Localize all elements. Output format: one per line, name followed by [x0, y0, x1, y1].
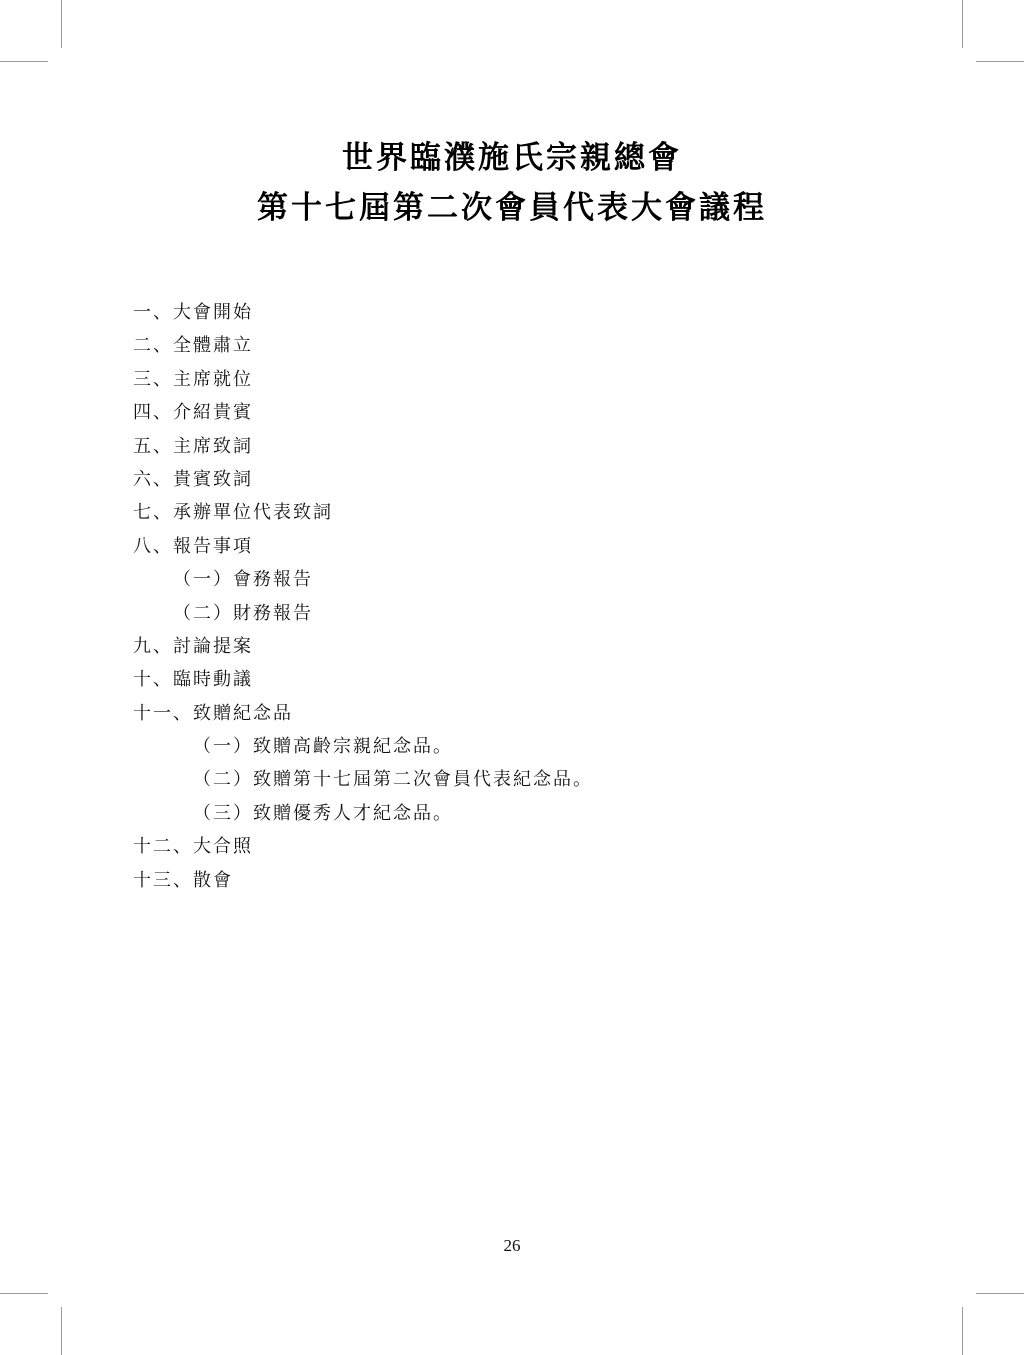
agenda-item: 十一、致贈紀念品 — [133, 702, 293, 724]
crop-mark-bottom-left-vertical — [61, 1307, 62, 1355]
agenda-item: 十二、大合照 — [133, 836, 253, 858]
agenda-item: 十、臨時動議 — [133, 669, 253, 691]
page-number: 26 — [503, 1236, 521, 1255]
agenda-item: 四、介紹貴賓 — [133, 402, 253, 424]
agenda-item: 六、貴賓致詞 — [133, 468, 253, 490]
agenda-sub-item: （一）會務報告 — [173, 569, 313, 591]
crop-mark-bottom-right-vertical — [962, 1307, 963, 1355]
agenda-sub-item: （一）致贈高齡宗親紀念品。 — [193, 736, 453, 758]
agenda-sub-item: （三）致贈優秀人才紀念品。 — [193, 802, 453, 824]
agenda-item: 九、討論提案 — [133, 635, 253, 657]
crop-mark-top-left-horizontal — [0, 61, 48, 62]
agenda-list — [133, 296, 593, 897]
document-title: 世界臨濮施氏宗親總會 — [342, 140, 682, 176]
crop-mark-bottom-right-horizontal — [976, 1293, 1024, 1294]
crop-mark-top-right-vertical — [962, 0, 963, 48]
agenda-item: 十三、散會 — [133, 869, 233, 891]
agenda-sub-item: （二）財務報告 — [173, 602, 313, 624]
agenda-item: 八、報告事項 — [133, 535, 253, 557]
agenda-item: 二、全體肅立 — [133, 335, 253, 357]
agenda-sub-item: （二）致贈第十七屆第二次會員代表紀念品。 — [193, 769, 593, 791]
crop-mark-top-left-vertical — [61, 0, 62, 48]
crop-mark-top-right-horizontal — [976, 61, 1024, 62]
agenda-item: 三、主席就位 — [133, 368, 253, 390]
document-subtitle: 第十七屆第二次會員代表大會議程 — [257, 190, 767, 226]
agenda-item: 一、大會開始 — [133, 302, 253, 323]
crop-mark-bottom-left-horizontal — [0, 1293, 48, 1294]
agenda-item: 五、主席致詞 — [133, 435, 253, 457]
agenda-item: 七、承辦單位代表致詞 — [133, 502, 333, 524]
